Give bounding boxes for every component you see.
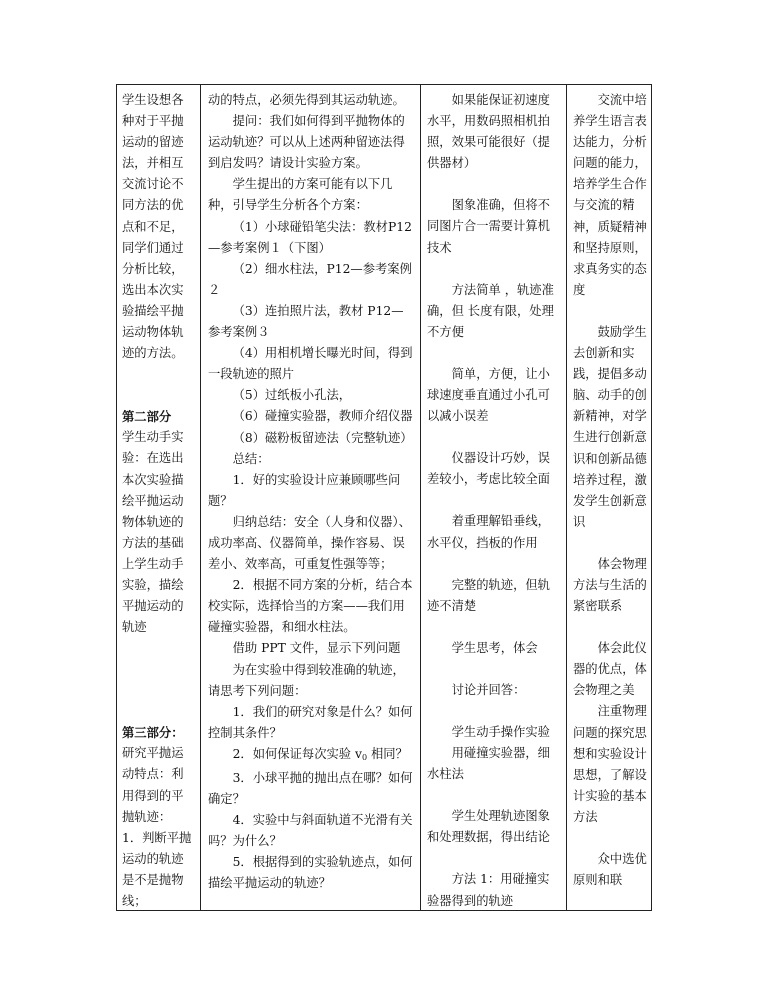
evaluation-text: 学生动手操作实验 bbox=[451, 724, 550, 739]
method-item: （2）细水柱法，P12—参考案例２ bbox=[208, 261, 412, 297]
teacher-activity-column bbox=[208, 90, 414, 895]
intent-text: 体会物理方法与生活的紧密联系 bbox=[573, 556, 647, 614]
intent-text: 鼓励学生去创新和实践，提倡多动脑、动手的创新精神，对学生进行创新意识和创新品德培养过程，激发学生创新意识 bbox=[573, 324, 647, 529]
method-item: （3）连拍照片法，教材 P12—参考案例３ bbox=[208, 303, 404, 340]
question-text: 提问：我们如何得到平抛物体的运动轨迹？可以从上述两种留迹法得到启发吗？请设计实验方案。 bbox=[208, 114, 405, 171]
intent-text: 注重物理问题的探究思想和实验设计思想，了解设计实验的基本方法 bbox=[573, 704, 647, 824]
evaluation-text: 仪器设计巧妙，误差较小，考虑比较全面 bbox=[427, 451, 550, 487]
method-item: （4）用相机增长曝光时间，得到一段轨迹的照片 bbox=[208, 346, 413, 382]
content-line: 动的特点，必须先得到其运动轨迹。 bbox=[208, 93, 405, 107]
evaluation-text: 简单，方便，让小球速度垂直通过小孔可以减小误差 bbox=[427, 366, 550, 424]
method-item: （6）碰撞实验器，教师介绍仪器 bbox=[232, 409, 413, 424]
method-item: （8）磁粉板留迹法（完整轨迹） bbox=[232, 430, 413, 445]
content-line: 学生提出的方案可能有以下几种，引导学生分析各个方案： bbox=[208, 177, 393, 213]
column-divider bbox=[566, 84, 567, 911]
evaluation-text: 方法简单 ，轨迹准确，但 长度有限，处理不方便 bbox=[427, 282, 554, 339]
summary-text: 归纳总结：安全（人身和仪器）、成功率高、仪器简单，操作容易、误差小、效率高，可重复性强等等； bbox=[208, 514, 411, 572]
evaluation-text: 完整的轨迹，但轨迹不清楚 bbox=[427, 577, 550, 613]
evaluation-text: 方法 1：用碰撞实验器得到的轨迹 bbox=[427, 872, 550, 908]
question-item: 3．小球平抛的抛出点在哪？如何确定？ bbox=[208, 771, 413, 807]
part-two-heading: 第二部分 bbox=[122, 409, 172, 425]
part-three-text: 研究平抛运动特点：利用得到的平抛轨迹： bbox=[122, 746, 184, 824]
student-activity-column bbox=[122, 90, 195, 912]
design-intent-column bbox=[573, 90, 647, 891]
evaluation-text: 学生思考，体会 bbox=[451, 640, 538, 655]
content-line: 借助 PPT 文件，显示下列问题 bbox=[232, 641, 401, 656]
question-item: 4．实验中与斜面轨道不光滑有关吗？为什么？ bbox=[208, 813, 413, 849]
evaluation-text: 用碰撞实验器，细水柱法 bbox=[427, 746, 550, 782]
design-discussion-text: 学生设想各种对于平抛运动的留迹法，并相互交流讨论不同方法的优点和不足，同学们通过分析比较，选出本次实验描绘平抛运动物体轨迹的方法。 bbox=[122, 93, 184, 361]
intent-text: 体会此仪器的优点，体会物理之美 bbox=[573, 641, 647, 698]
evaluation-text: 着重理解铅垂线，水平仪，挡板的作用 bbox=[427, 514, 550, 550]
intent-text: 交流中培养学生语言表达能力，分析问题的能力，培养学生合作与交流的精神，质疑精神和坚持原则，求真务实的态度 bbox=[573, 93, 647, 297]
part-three-item-1: 1．判断平抛运动的轨迹是不是抛物线； bbox=[122, 830, 192, 908]
column-divider bbox=[200, 84, 201, 911]
evaluation-text: 学生处理轨迹图象和处理数据，得出结论 bbox=[427, 809, 550, 845]
evaluation-text: 如果能保证初速度水平，用数码照相机拍照，效果可能很好（提供器材） bbox=[427, 93, 550, 171]
part-two-text: 学生动手实验：在选出本次实验描绘平抛运动物体轨迹的方法的基础上学生动手实验，描绘平抛运动的轨迹 bbox=[122, 430, 184, 635]
part-three-heading: 第三部分： bbox=[122, 725, 184, 741]
content-line: 为在实验中得到较准确的轨迹，请思考下列问题： bbox=[208, 662, 405, 698]
summary-label: 总结： bbox=[232, 451, 270, 466]
summary-question: 2．根据不同方案的分析，结合本校实际，选择恰当的方案——我们用碰撞实验器，和细水柱法。 bbox=[208, 578, 413, 635]
evaluation-text: 讨论并回答： bbox=[451, 682, 526, 697]
summary-question: 1．好的实验设计应兼顾哪些问题？ bbox=[208, 472, 401, 508]
method-item: （5）过纸板小孔法， bbox=[232, 388, 352, 403]
evaluation-column bbox=[427, 90, 560, 912]
evaluation-text: 图象准确，但将不同图片合一需要计算机技术 bbox=[427, 198, 550, 255]
intent-text: 众中选优原则和联 bbox=[573, 852, 647, 888]
question-item: 5．根据得到的实验轨迹点，如何描绘平抛运动的轨迹？ bbox=[208, 855, 413, 891]
question-item: 1．我们的研究对象是什么？如何控制其条件？ bbox=[208, 704, 413, 740]
column-divider bbox=[420, 84, 421, 911]
question-item: 2．如何保证每次实验 $v_0$ 相同？ bbox=[232, 746, 408, 762]
method-item: （1）小球碰铅笔尖法：教材P12—参考案例１（下图） bbox=[208, 219, 412, 255]
